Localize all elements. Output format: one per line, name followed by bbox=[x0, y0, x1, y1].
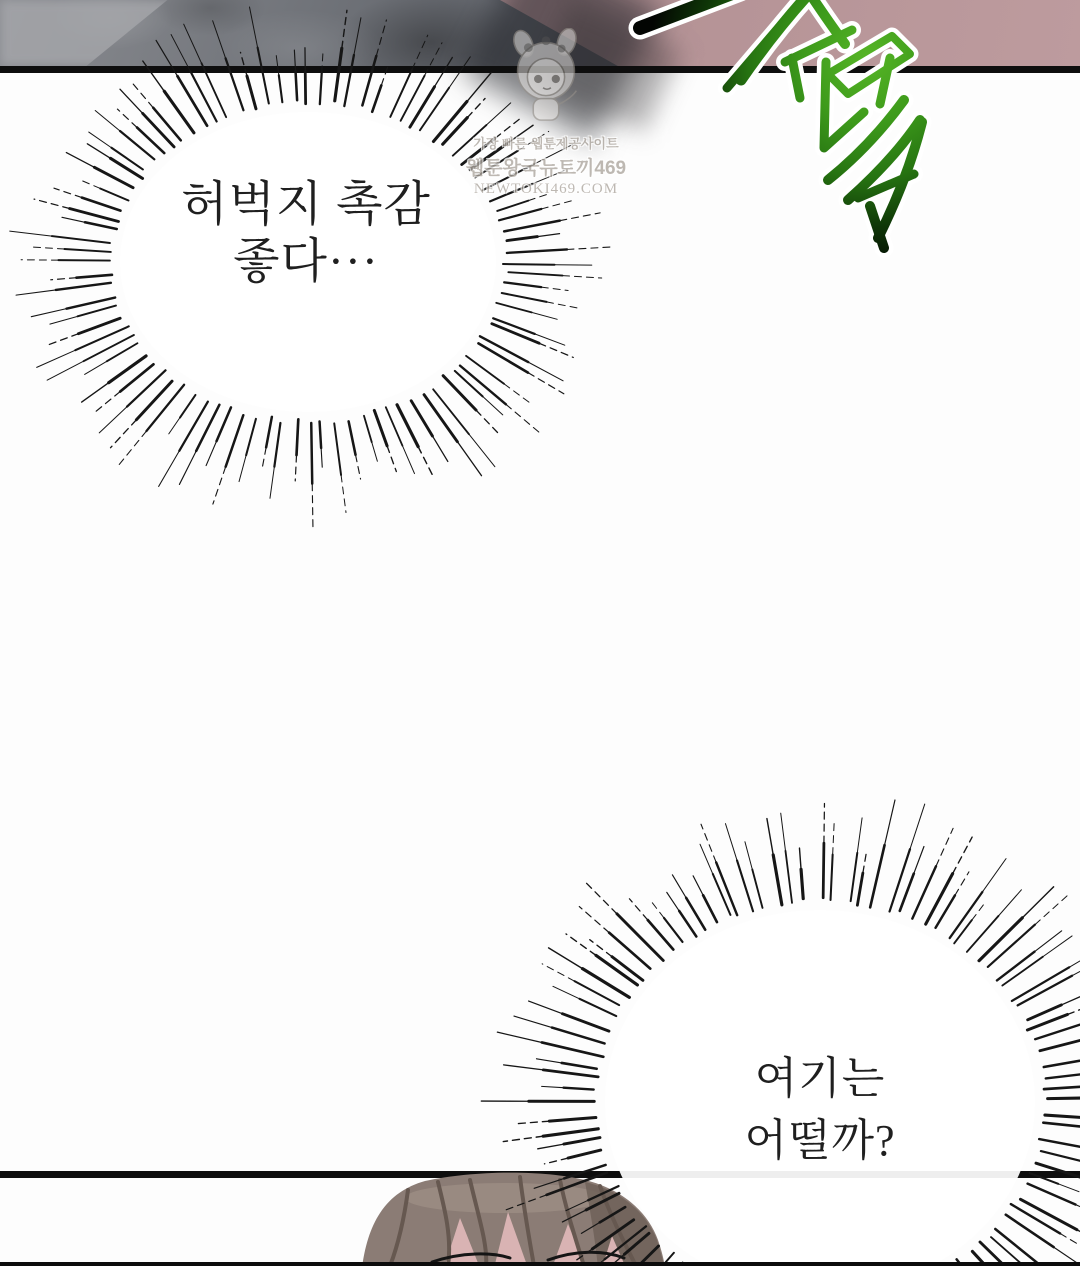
sfx-slide-sound bbox=[640, 0, 922, 248]
watermark-line-1: 가장 빠른 웹툰제공사이트 bbox=[473, 136, 619, 151]
watermark-line-2: 웹툰왕국뉴토끼469 bbox=[465, 158, 627, 179]
bubble-here-line-1: 여기는 bbox=[754, 1054, 886, 1103]
bubble-thigh-text bbox=[86, 176, 526, 290]
bubble-thigh-line-1: 허벅지 촉감 bbox=[181, 178, 431, 231]
bubble-here-line-2: 어떨까? bbox=[744, 1116, 896, 1165]
watermark-line-3: NEWTOKI469.COM bbox=[473, 181, 619, 197]
top-panel-border bbox=[0, 66, 1080, 73]
bubble-thigh-line-2: 좋다··· bbox=[233, 235, 379, 288]
bubble-here-text bbox=[630, 1048, 1010, 1172]
bottom-edge-line bbox=[0, 1262, 1080, 1266]
